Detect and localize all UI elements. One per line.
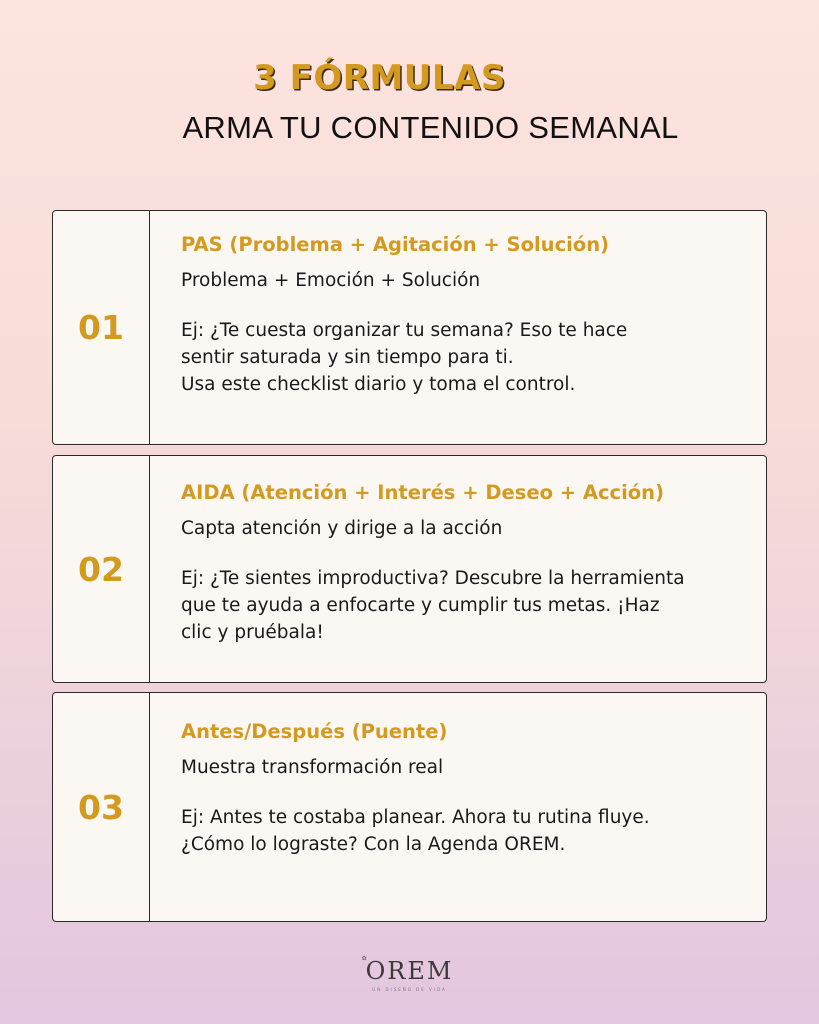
card-subtitle: Capta atención y dirige a la acción xyxy=(181,518,503,539)
example-line: sentir saturada y sin tiempo para ti. xyxy=(181,347,514,368)
card-heading: AIDA (Atención + Interés + Deseo + Acción) xyxy=(181,481,664,504)
card-body xyxy=(150,693,766,921)
page-subtitle: ARMA TU CONTENIDO SEMANAL xyxy=(182,110,679,145)
card-heading: Antes/Después (Puente) xyxy=(181,720,448,743)
page-title: 3 FÓRMULAS xyxy=(253,58,506,98)
example-line: Ej: ¿Te cuesta organizar tu semana? Eso te hace xyxy=(181,320,628,341)
example-line: ¿Cómo lo lograste? Con la Agenda OREM. xyxy=(181,834,566,855)
formula-card-3 xyxy=(52,692,767,922)
logo-tagline: UN DISEÑO DE VIDA xyxy=(372,987,447,992)
card-body xyxy=(150,456,766,682)
header xyxy=(0,58,819,146)
formula-card-1 xyxy=(52,210,767,445)
card-example xyxy=(181,565,752,646)
card-example xyxy=(181,804,752,858)
formula-card-2 xyxy=(52,455,767,683)
example-line: Ej: ¿Te sientes improductiva? Descubre la herramienta xyxy=(181,568,685,589)
example-line: Usa este checklist diario y toma el control. xyxy=(181,374,576,395)
card-subtitle: Muestra transformación real xyxy=(181,757,444,778)
logo-text: OREM xyxy=(365,957,454,985)
flower-icon: ✿ xyxy=(361,955,367,962)
example-line: clic y pruébala! xyxy=(181,622,324,643)
card-heading: PAS (Problema + Agitación + Solución) xyxy=(181,233,610,256)
card-number: 03 xyxy=(53,693,150,921)
card-number: 02 xyxy=(53,456,150,682)
card-subtitle: Problema + Emoción + Solución xyxy=(181,270,481,291)
card-number: 01 xyxy=(53,211,150,444)
card-example xyxy=(181,317,752,398)
example-line: que te ayuda a enfocarte y cumplir tus metas. ¡Haz xyxy=(181,595,660,616)
logo-wordmark xyxy=(361,955,454,992)
brand-logo xyxy=(0,957,819,995)
example-line: Ej: Antes te costaba planear. Ahora tu rutina fluye. xyxy=(181,807,650,828)
card-body xyxy=(150,211,766,444)
